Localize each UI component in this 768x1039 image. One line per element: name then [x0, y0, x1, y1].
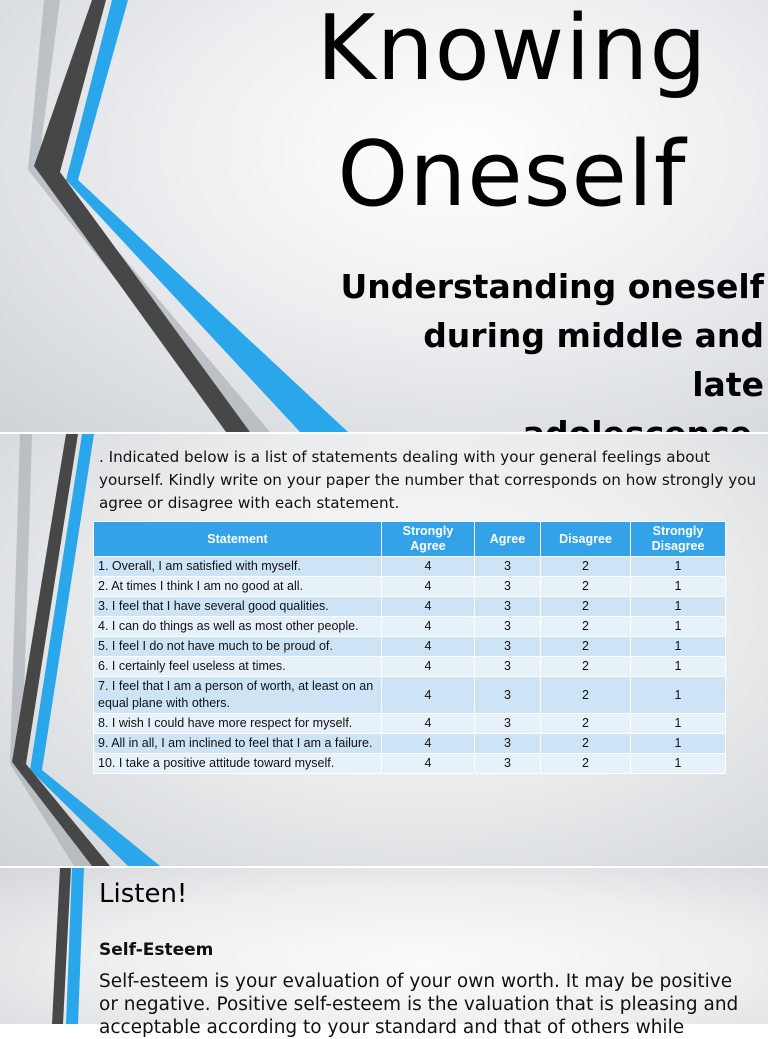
strongly-agree-cell: 4 [382, 677, 475, 714]
disagree-cell: 2 [541, 657, 631, 677]
section-heading: Listen! [99, 879, 188, 909]
strongly-agree-cell: 4 [382, 597, 475, 617]
strongly-disagree-cell: 1 [631, 577, 726, 597]
strongly-disagree-cell: 1 [631, 557, 726, 577]
agree-cell: 3 [475, 557, 541, 577]
strongly-agree-cell: 4 [382, 617, 475, 637]
agree-cell: 3 [475, 734, 541, 754]
strongly-agree-cell: 4 [382, 557, 475, 577]
disagree-cell: 2 [541, 617, 631, 637]
disagree-cell: 2 [541, 754, 631, 774]
statement-cell: 3. I feel that I have several good qualities. [94, 597, 382, 617]
strongly-agree-cell: 4 [382, 714, 475, 734]
strongly-disagree-cell: 1 [631, 637, 726, 657]
table-row [94, 557, 726, 577]
agree-cell: 3 [475, 754, 541, 774]
disagree-cell: 2 [541, 577, 631, 597]
disagree-cell: 2 [541, 734, 631, 754]
header-agree: Agree [475, 522, 541, 557]
table-header-row [94, 522, 726, 557]
disagree-cell: 2 [541, 557, 631, 577]
disagree-cell: 2 [541, 597, 631, 617]
strongly-disagree-cell: 1 [631, 734, 726, 754]
table-row [94, 617, 726, 637]
strongly-agree-cell: 4 [382, 577, 475, 597]
shadow-stripe [28, 0, 270, 432]
statement-cell: 9. All in all, I am inclined to feel that I am a failure. [94, 734, 382, 754]
table-row [94, 657, 726, 677]
strongly-disagree-cell: 1 [631, 617, 726, 637]
slide-title [262, 0, 762, 238]
agree-cell: 3 [475, 657, 541, 677]
table-row [94, 637, 726, 657]
table-row [94, 597, 726, 617]
statement-cell: 8. I wish I could have more respect for myself. [94, 714, 382, 734]
agree-cell: 3 [475, 597, 541, 617]
strongly-agree-cell: 4 [382, 657, 475, 677]
statement-cell: 6. I certainly feel useless at times. [94, 657, 382, 677]
strongly-disagree-cell: 1 [631, 597, 726, 617]
agree-cell: 3 [475, 577, 541, 597]
term-heading: Self-Esteem [99, 940, 214, 960]
table-row [94, 577, 726, 597]
table-row [94, 714, 726, 734]
subtitle-line-2: during middle and late [423, 316, 764, 404]
self-esteem-table [93, 521, 726, 774]
statement-cell: 4. I can do things as well as most other people. [94, 617, 382, 637]
agree-cell: 3 [475, 677, 541, 714]
strongly-agree-cell: 4 [382, 637, 475, 657]
header-strongly-disagree: Strongly Disagree [631, 522, 726, 557]
agree-cell: 3 [475, 637, 541, 657]
slide-subtitle [340, 262, 764, 458]
definition-paragraph: Self-esteem is your evaluation of your own worth. It may be positive or negative. Positive self-esteem is the valuation that is pleasing and acceptable according to your standard and that of others while [99, 971, 739, 1038]
statement-cell: 2. At times I think I am no good at all. [94, 577, 382, 597]
agree-cell: 3 [475, 714, 541, 734]
strongly-agree-cell: 4 [382, 734, 475, 754]
agree-cell: 3 [475, 617, 541, 637]
title-slide [0, 0, 768, 432]
instructions-text: . Indicated below is a list of statements dealing with your general feelings about yourself. Kindly write on your paper the number that corresponds on how strongly you agree or disagree with each statement. [99, 448, 757, 512]
strongly-agree-cell: 4 [382, 754, 475, 774]
table-row [94, 677, 726, 714]
strongly-disagree-cell: 1 [631, 754, 726, 774]
statement-cell: 5. I feel I do not have much to be proud of. [94, 637, 382, 657]
table-row [94, 754, 726, 774]
statement-cell: 1. Overall, I am satisfied with myself. [94, 557, 382, 577]
survey-slide [0, 434, 768, 866]
statement-cell: 7. I feel that I am a person of worth, at least on an equal plane with others. [94, 677, 382, 714]
table-row [94, 734, 726, 754]
statement-cell: 10. I take a positive attitude toward myself. [94, 754, 382, 774]
strongly-disagree-cell: 1 [631, 714, 726, 734]
header-strongly-agree: Strongly Agree [382, 522, 475, 557]
subtitle-line-1: Understanding oneself [340, 267, 764, 306]
strongly-disagree-cell: 1 [631, 677, 726, 714]
header-disagree: Disagree [541, 522, 631, 557]
header-statement: Statement [94, 522, 382, 557]
title-line-1: Knowing [316, 0, 708, 101]
strongly-disagree-cell: 1 [631, 657, 726, 677]
title-line-2: Oneself [337, 122, 687, 227]
content-slide [0, 868, 768, 1038]
disagree-cell: 2 [541, 714, 631, 734]
disagree-cell: 2 [541, 637, 631, 657]
disagree-cell: 2 [541, 677, 631, 714]
